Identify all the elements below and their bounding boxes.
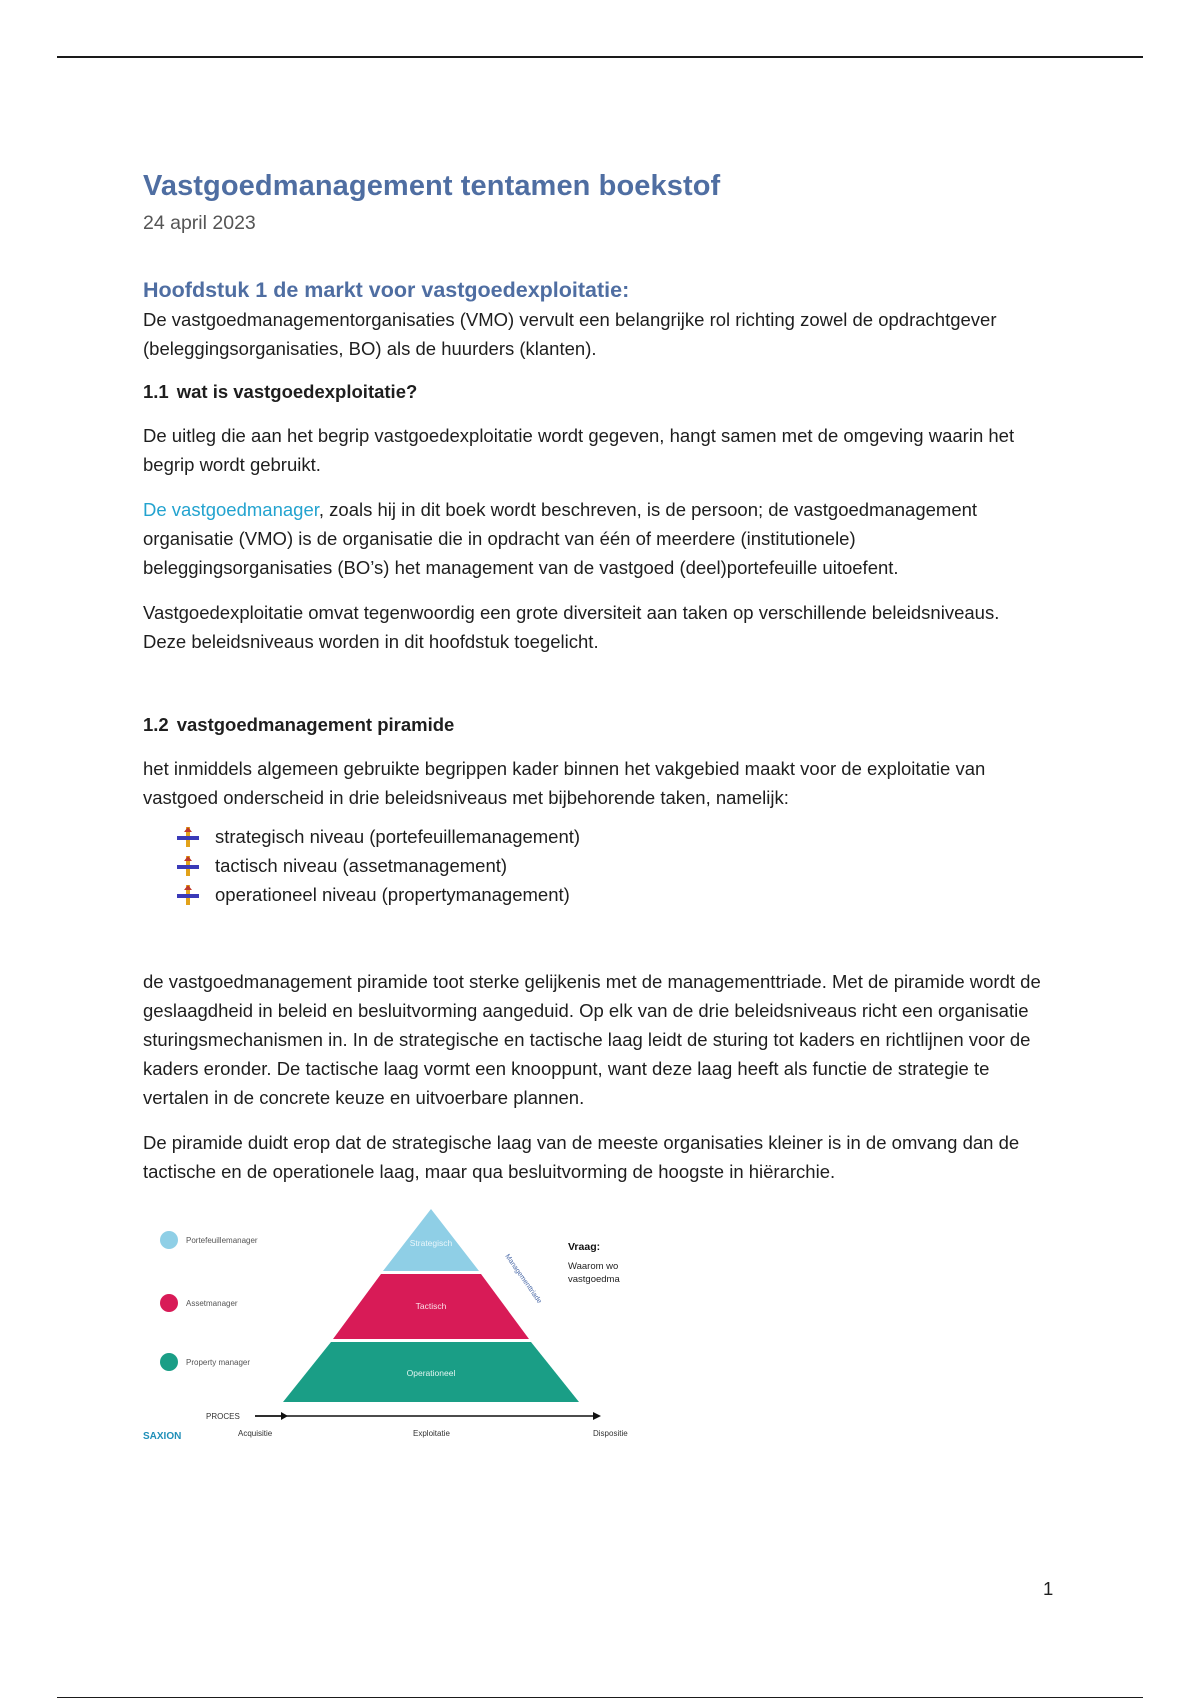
paragraph: De piramide duidt erop dat de strategische laag van de meeste organisaties kleiner is in de omvang dan de tactische en de operationele laag, maar qua besluitvorming de hoogste in hiërarchie.	[143, 1132, 1020, 1182]
bullet-list	[143, 822, 1043, 909]
layer-label-tactical: Tactisch	[415, 1301, 447, 1311]
list-item	[177, 851, 1043, 880]
legend-label-asset: Assetmanager	[186, 1299, 238, 1308]
document-title: Vastgoedmanagement tentamen boekstof	[143, 170, 721, 202]
paragraph: de vastgoedmanagement piramide toot sterke gelijkenis met de managementtriade. Met de piramide wordt de geslaagdheid in beleid en besluitvorming aangeduid. Op elk van de drie beleidsniveaus richt een organisatie sturingsmechanismen in. In de strategische en tactische laag leidt de sturing tot kaders en richtlijnen voor de kaders eronder. De tactische laag vormt een knooppunt, want deze laag heeft als functie de strategie te vertalen in de concrete keuze en uitvoerbare plannen.	[143, 971, 1041, 1108]
chapter-heading: Hoofdstuk 1 de markt voor vastgoedexploitatie:	[143, 278, 630, 302]
saxion-logo: SAXION	[143, 1431, 182, 1442]
legend-dot-portfolio	[160, 1231, 178, 1249]
bullet-text: tactisch niveau (assetmanagement)	[215, 855, 508, 876]
section-number: 1.1	[143, 381, 169, 402]
document-date: 24 april 2023	[143, 212, 256, 234]
arrow-right-icon	[593, 1412, 601, 1420]
arrow-bullet-icon	[177, 827, 199, 847]
legend-dot-asset	[160, 1294, 178, 1312]
pyramid-figure	[143, 1204, 643, 1449]
paragraph: Vastgoedexploitatie omvat tegenwoordig een grote diversiteit aan taken op verschillende beleidsniveaus. Deze beleidsniveaus worden in dit hoofdstuk toegelicht.	[143, 602, 1000, 652]
question-title: Vraag:	[568, 1241, 601, 1253]
document-page	[143, 168, 1043, 1449]
section-heading-1-1	[143, 379, 1043, 405]
list-item	[177, 822, 1043, 851]
side-label: Managementtriade	[503, 1253, 543, 1305]
paragraph	[143, 495, 1043, 582]
arrow-bullet-icon	[177, 885, 199, 905]
paragraph: het inmiddels algemeen gebruikte begrippen kader binnen het vakgebied maakt voor de exploitatie van vastgoed onderscheid in drie beleidsniveaus met bijbehorende taken, namelijk:	[143, 758, 986, 808]
header-rule	[57, 56, 1143, 58]
layer-label-strategic: Strategisch	[409, 1238, 453, 1248]
legend-label-portfolio: Portefeuillemanager	[186, 1236, 258, 1245]
process-step: Dispositie	[593, 1429, 628, 1438]
page-number: 1	[1043, 1578, 1054, 1599]
process-step: Exploitatie	[413, 1429, 450, 1438]
question-line: vastgoedma	[568, 1274, 620, 1285]
section-title: wat is vastgoedexploitatie?	[176, 381, 418, 402]
pyramid-diagram	[143, 1204, 643, 1449]
process-label: PROCES	[206, 1412, 240, 1421]
footer-rule	[57, 1697, 1143, 1698]
legend-label-property: Property manager	[186, 1358, 251, 1367]
layer-label-operational: Operationeel	[406, 1368, 456, 1378]
section-heading-1-2	[143, 712, 1043, 738]
list-item	[177, 880, 1043, 909]
arrow-bullet-icon	[177, 856, 199, 876]
chapter-intro: De vastgoedmanagementorganisaties (VMO) vervult een belangrijke rol richting zowel de opdrachtgever (beleggingsorganisaties, BO) als de huurders (klanten).	[143, 309, 997, 359]
term-link[interactable]: De vastgoedmanager	[143, 499, 319, 520]
section-title: vastgoedmanagement piramide	[176, 714, 455, 735]
process-step: Acquisitie	[238, 1429, 273, 1438]
question-line: Waarom wo	[568, 1261, 619, 1272]
section-number: 1.2	[143, 714, 169, 735]
bullet-text: strategisch niveau (portefeuillemanagement)	[215, 826, 581, 847]
paragraph: De uitleg die aan het begrip vastgoedexploitatie wordt gegeven, hangt samen met de omgeving waarin het begrip wordt gebruikt.	[143, 425, 1015, 475]
legend-dot-property	[160, 1353, 178, 1371]
paragraph-text: , zoals hij in dit boek wordt beschreven, is de persoon; de vastgoedmanagement organisatie (VMO) is de organisatie die in opdracht van één of meerdere (institutionele) beleggingsorganisaties (BO’s) het management van de vastgoed (deel)portefeuille uitoefent.	[143, 499, 978, 578]
bullet-text: operationeel niveau (propertymanagement)	[215, 884, 570, 905]
